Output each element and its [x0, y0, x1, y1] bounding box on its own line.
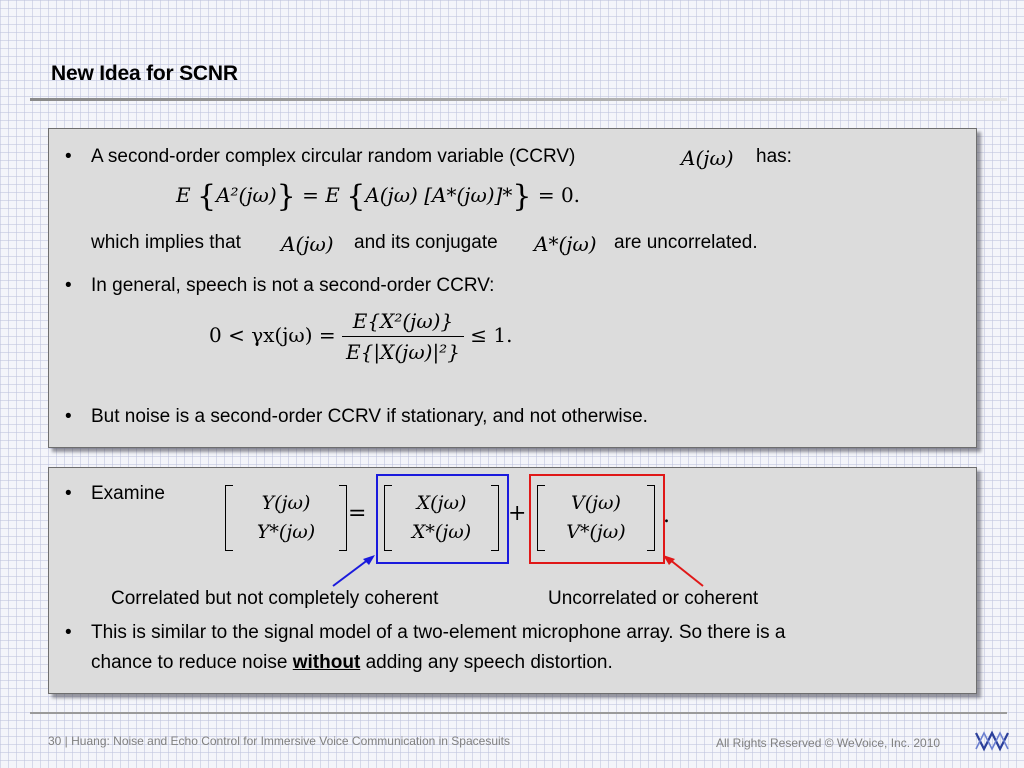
- brace-close: }: [512, 179, 532, 214]
- implies-suffix: are uncorrelated.: [614, 232, 758, 253]
- matrix-x-top: X(jω): [416, 492, 467, 514]
- implies-middle: and its conjugate: [354, 232, 498, 253]
- arrow-to-speech-box: [319, 553, 389, 593]
- bullet-dot: •: [65, 483, 72, 504]
- bullet-examine-text: Examine: [91, 483, 165, 504]
- bullet-ccrv-suffix: has:: [756, 146, 792, 167]
- annotation-correlated: Correlated but not completely coherent: [111, 588, 439, 609]
- fraction-denominator: E{|X(jω)|²}: [346, 340, 460, 364]
- math-a-jw: A(jω): [681, 146, 734, 170]
- matrix-x-bottom: X*(jω): [411, 521, 472, 543]
- bullet-speech-text: In general, speech is not a second-order CCRV:: [91, 275, 495, 296]
- content-box-ccrv: [48, 128, 977, 448]
- arrow-to-noise-box: [659, 553, 729, 593]
- wevoice-logo-icon: [974, 729, 1010, 753]
- math-expectation-e: E: [176, 183, 191, 207]
- matrix-v-bottom: V*(jω): [566, 521, 626, 543]
- math-equals: =: [302, 183, 319, 207]
- equation-coherence-ratio: [209, 309, 513, 364]
- matrix-y: [225, 485, 347, 551]
- math-equals-zero: = 0.: [537, 183, 581, 207]
- bullet-array-line2-prefix: chance to reduce noise: [91, 652, 288, 673]
- math-gamma-lhs: 0 < γx(jω) =: [209, 323, 336, 347]
- fraction-numerator: E{X²(jω)}: [342, 309, 464, 337]
- math-leq-one: ≤ 1.: [470, 323, 513, 347]
- title-divider: [30, 98, 1007, 101]
- footer-divider: [30, 712, 1007, 714]
- bullet-dot: •: [65, 622, 72, 643]
- math-a-squared: A²(jω): [216, 183, 277, 207]
- brace-close: }: [276, 179, 296, 214]
- bullet-dot: •: [65, 146, 72, 167]
- equation-ccrv-expectation: [176, 179, 581, 214]
- math-equals: =: [348, 501, 367, 526]
- annotation-uncorrelated: Uncorrelated or coherent: [548, 588, 759, 609]
- matrix-y-bottom: Y*(jω): [256, 521, 316, 543]
- math-expectation-e: E: [325, 183, 340, 207]
- bullet-dot: •: [65, 406, 72, 427]
- matrix-v-top: V(jω): [571, 492, 621, 514]
- brace-open: {: [196, 179, 217, 214]
- math-a-times-conj: A(jω) [A*(jω)]*: [365, 183, 513, 207]
- matrix-y-top: Y(jω): [261, 492, 311, 514]
- bullet-array-line2-suffix: adding any speech distortion.: [365, 652, 613, 673]
- content-box-signal-model: [48, 467, 977, 694]
- bullet-ccrv-text: A second-order complex circular random variable (CCRV): [91, 146, 576, 167]
- emphasis-without: without: [292, 652, 361, 673]
- footer-copyright: All Rights Reserved © WeVoice, Inc. 2010: [716, 736, 941, 750]
- matrix-x: [384, 485, 499, 551]
- bullet-array-line2: [91, 652, 613, 674]
- math-a-jw: A(jω): [281, 232, 334, 256]
- math-a-conj-jw: A*(jω): [534, 232, 597, 256]
- footer-slide-info: 30 | Huang: Noise and Echo Control for Immersive Voice Communication in Spacesuits: [48, 734, 511, 748]
- bullet-dot: •: [65, 275, 72, 296]
- implies-prefix: which implies that: [91, 232, 241, 253]
- math-plus: +: [508, 501, 527, 526]
- brace-open: {: [346, 179, 366, 214]
- bullet-array-line1: This is similar to the signal model of a two-element microphone array. So there is a: [91, 622, 786, 643]
- fraction: [342, 309, 464, 364]
- matrix-v: [537, 485, 655, 551]
- slide-title: New Idea for SCNR: [51, 62, 238, 85]
- bullet-noise-text: But noise is a second-order CCRV if stationary, and not otherwise.: [91, 406, 648, 427]
- math-period: .: [663, 503, 670, 528]
